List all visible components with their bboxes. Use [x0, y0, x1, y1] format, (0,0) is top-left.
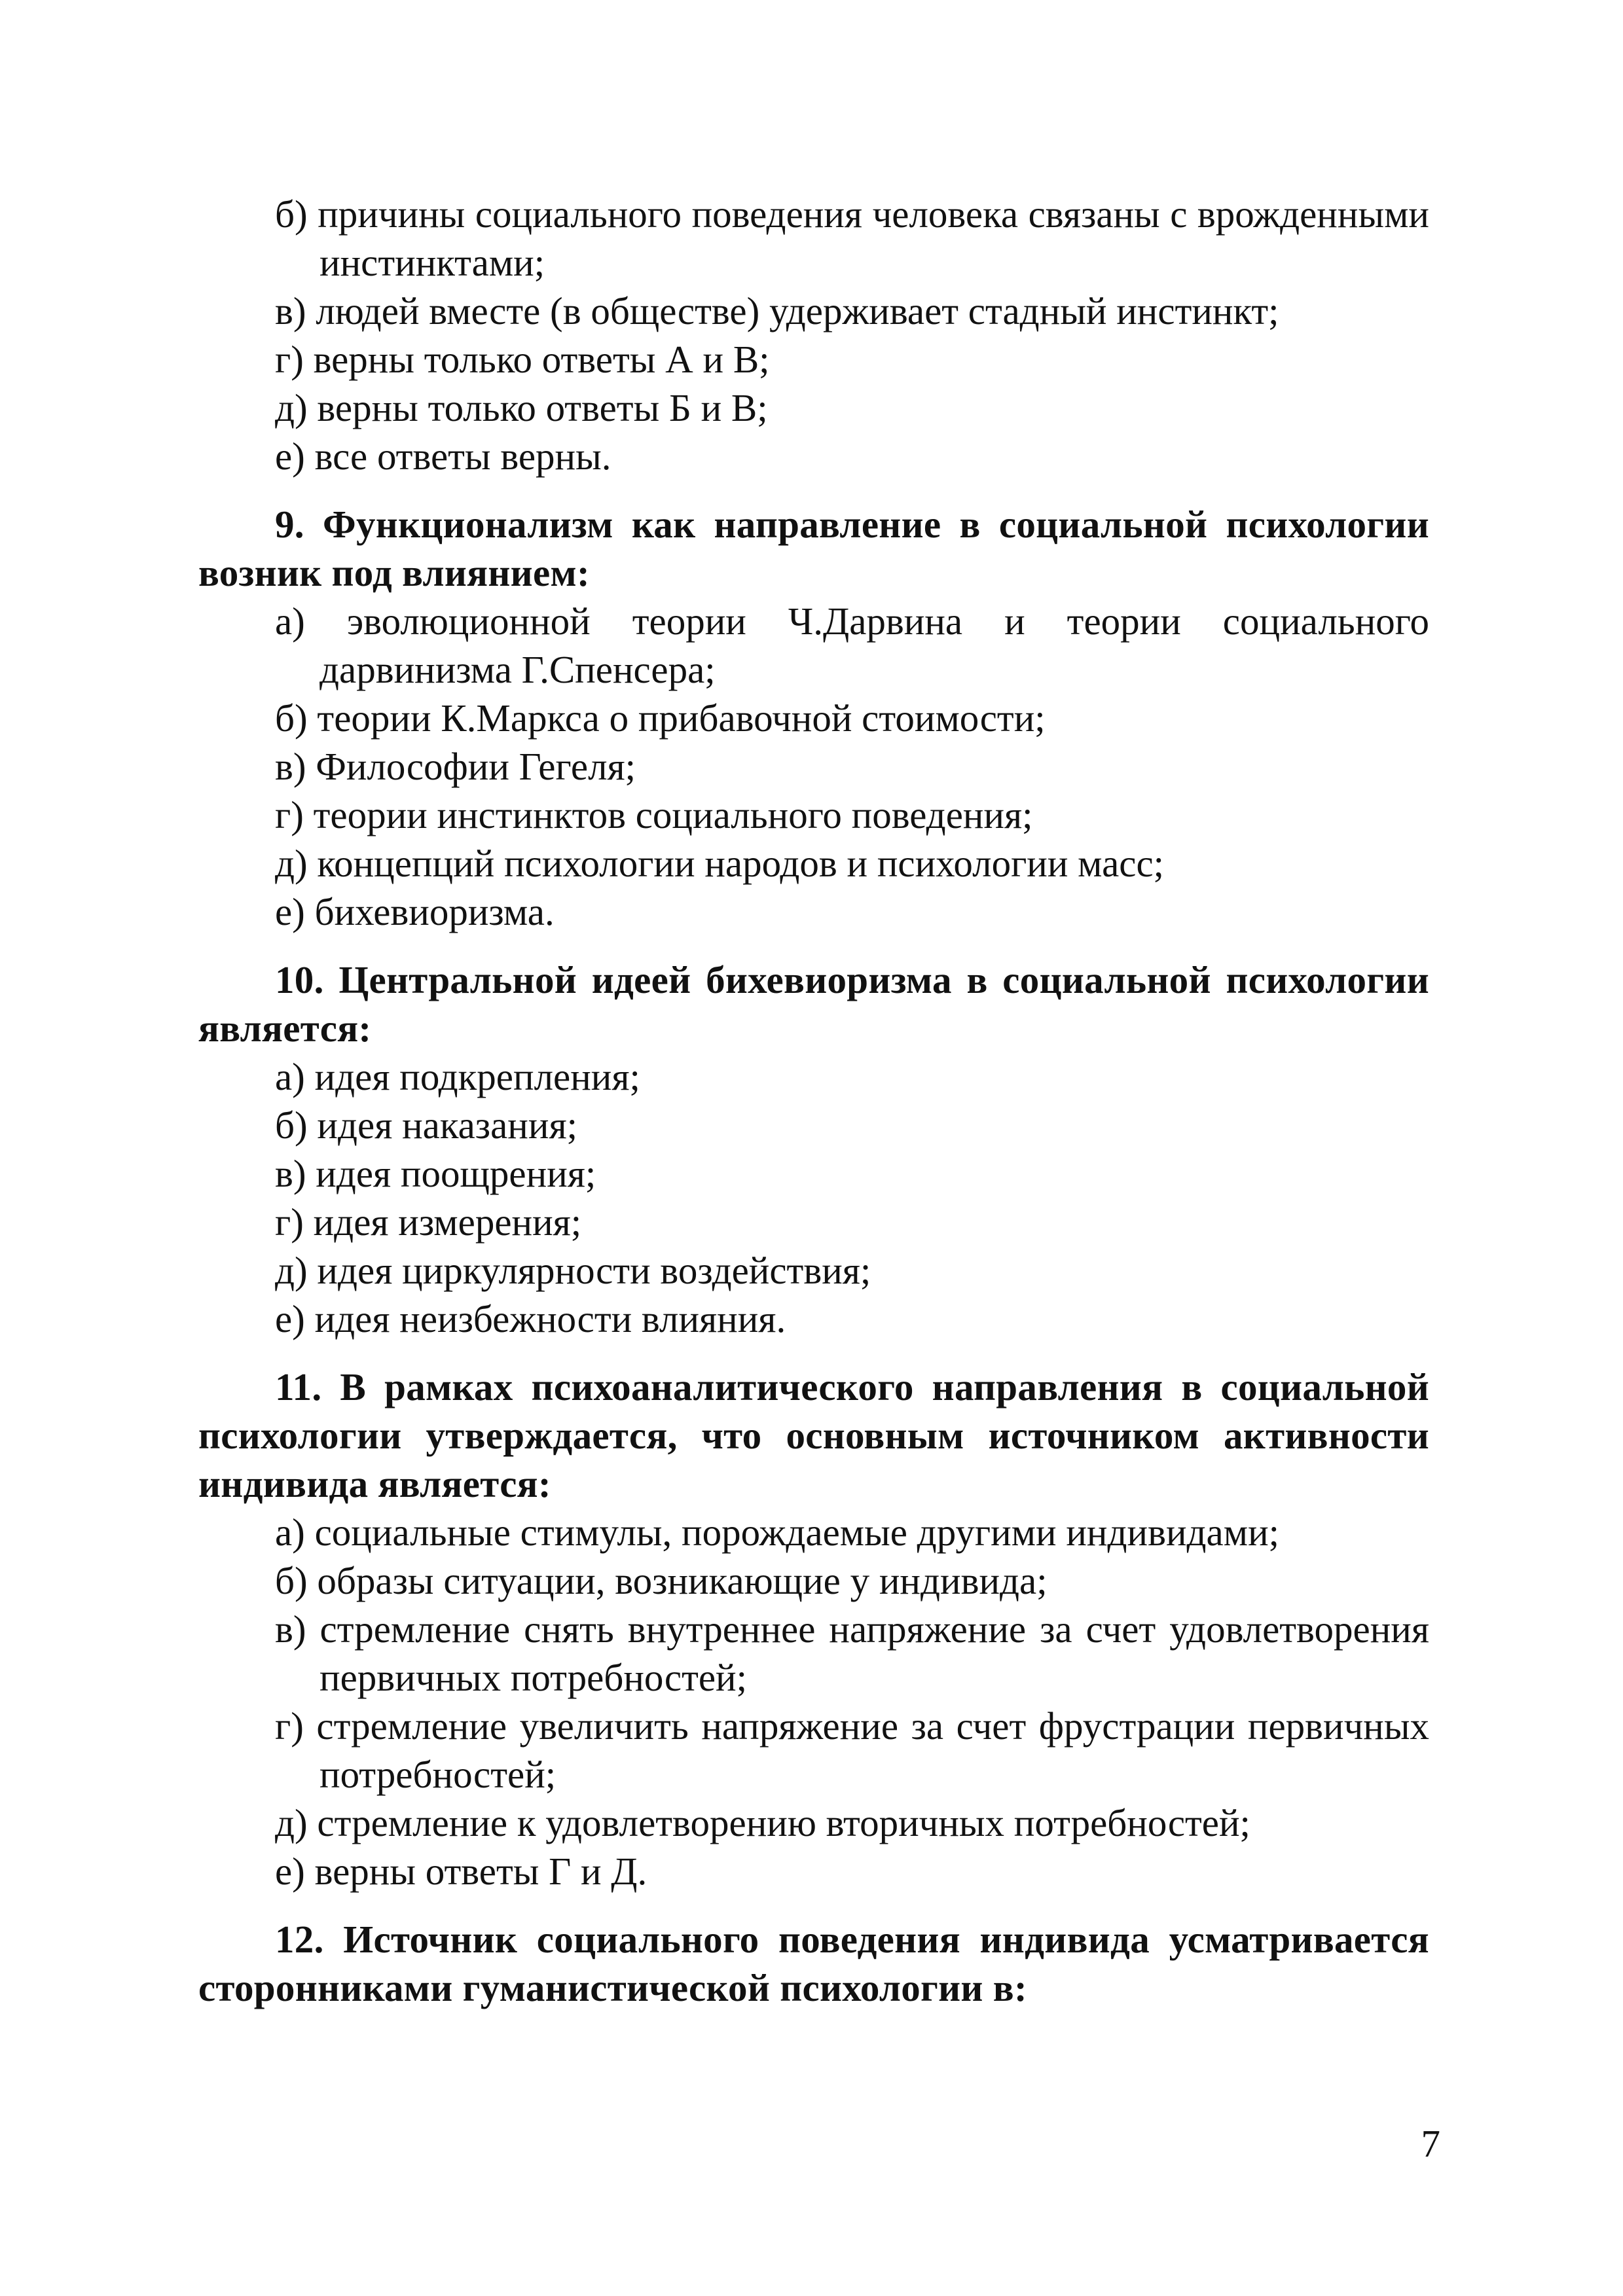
- question-9: [198, 500, 1429, 936]
- answer-list: [198, 1052, 1429, 1343]
- answer-option: в) Философии Гегеля;: [275, 745, 636, 788]
- question-title: 10. Центральной идеей бихевиоризма в социальной психологии является:: [198, 958, 1429, 1050]
- answer-option: б) идея наказания;: [275, 1103, 577, 1147]
- question-11: [198, 1363, 1429, 1895]
- answer-option: в) людей вместе (в обществе) удерживает стадный инстинкт;: [275, 289, 1279, 332]
- answer-option: д) верны только ответы Б и В;: [275, 386, 768, 429]
- answer-option: е) бихевиоризма.: [275, 890, 555, 933]
- answer-option: а) эволюционной теории Ч.Дарвина и теории социального дарвинизма Г.Спенсера;: [275, 600, 1429, 691]
- answer-option: б) причины социального поведения человека связаны с врожденными инстинктами;: [275, 192, 1429, 284]
- answer-list: [198, 190, 1429, 480]
- page-content: [198, 190, 1429, 2012]
- answer-option: е) идея неизбежности влияния.: [275, 1297, 786, 1340]
- answer-list: [198, 1508, 1429, 1895]
- question-title: 11. В рамках психоаналитического направления в социальной психологии утверждается, что основным источником активности индивида является:: [198, 1365, 1429, 1505]
- question-10: [198, 956, 1429, 1343]
- question-title: 9. Функционализм как направление в социальной психологии возник под влиянием:: [198, 503, 1429, 594]
- answer-option: б) образы ситуации, возникающие у индивида;: [275, 1559, 1048, 1602]
- answer-list: [198, 597, 1429, 936]
- answer-option: а) идея подкрепления;: [275, 1055, 640, 1098]
- answer-option: б) теории К.Маркса о прибавочной стоимости;: [275, 696, 1046, 740]
- answer-option: е) верны ответы Г и Д.: [275, 1850, 647, 1893]
- answer-option: а) социальные стимулы, порождаемые другими индивидами;: [275, 1511, 1280, 1554]
- answer-option: д) стремление к удовлетворению вторичных потребностей;: [275, 1801, 1250, 1844]
- answer-option: г) стремление увеличить напряжение за счет фрустрации первичных потребностей;: [275, 1704, 1429, 1796]
- answer-option: г) теории инстинктов социального поведения;: [275, 793, 1033, 836]
- page-number: 7: [1421, 2122, 1440, 2165]
- answer-option: г) верны только ответы А и В;: [275, 338, 770, 381]
- answer-option: г) идея измерения;: [275, 1200, 582, 1244]
- question-title: 12. Источник социального поведения индивида усматривается сторонниками гуманистической психологии в:: [198, 1918, 1429, 2009]
- question-12: [198, 1915, 1429, 2012]
- continued-answers: [198, 190, 1429, 480]
- answer-option: д) концепций психологии народов и психологии масс;: [275, 842, 1165, 885]
- answer-option: в) стремление снять внутреннее напряжение за счет удовлетворения первичных потребностей;: [275, 1607, 1429, 1699]
- answer-option: е) все ответы верны.: [275, 435, 611, 478]
- answer-option: в) идея поощрения;: [275, 1152, 596, 1195]
- answer-option: д) идея циркулярности воздействия;: [275, 1249, 871, 1292]
